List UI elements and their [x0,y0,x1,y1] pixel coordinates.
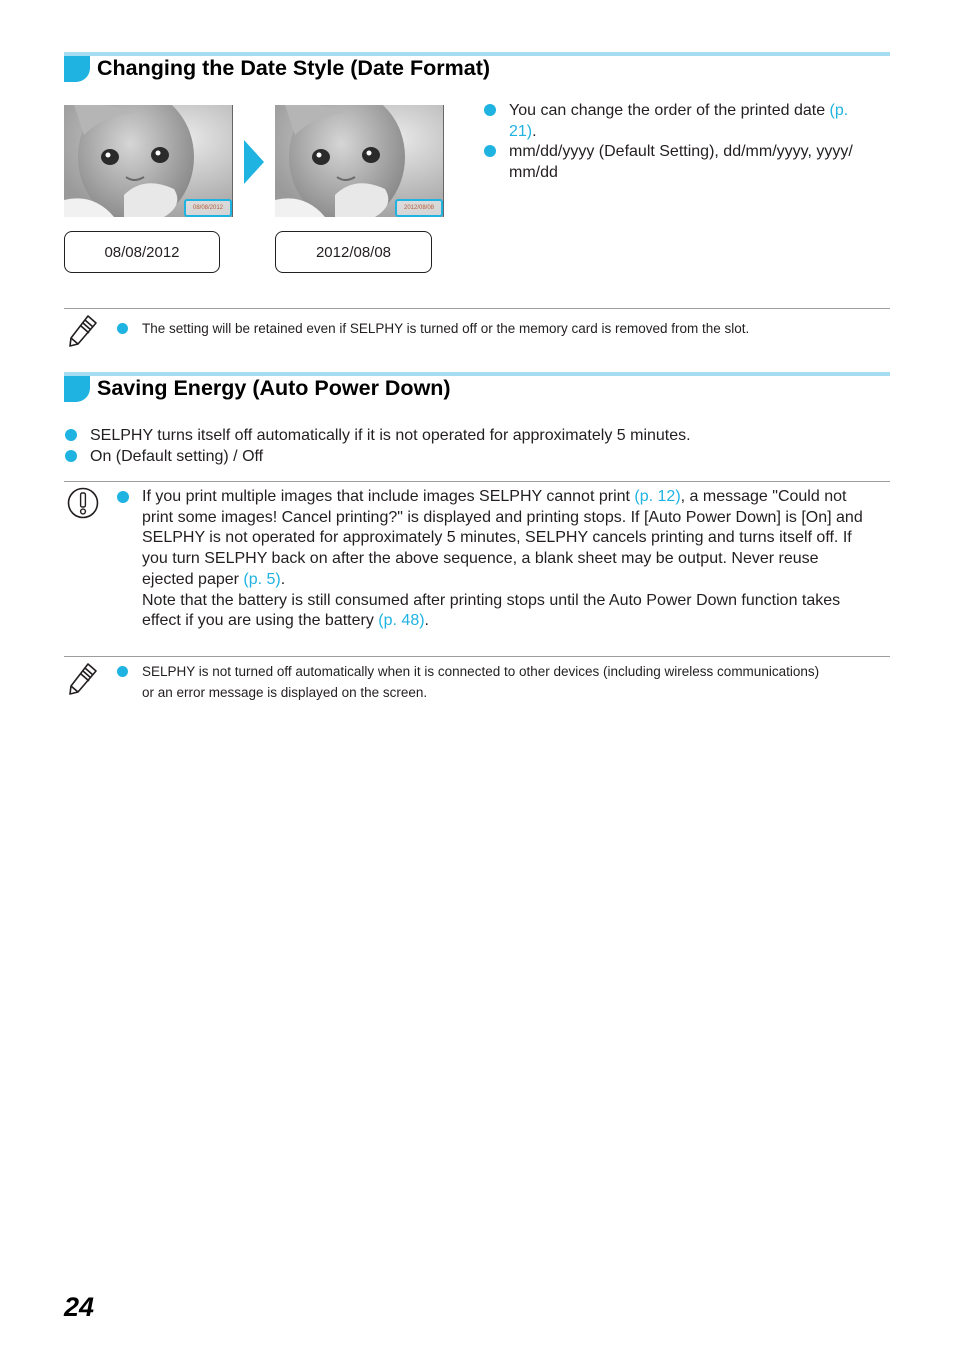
caution-text-a: If you print multiple images that include images SELPHY cannot print [142,488,635,505]
bullet-text-end: . [532,123,537,140]
bullet-dot [484,145,496,157]
bullet-dot [117,491,129,503]
divider [64,656,890,657]
date-stamp-before: 08/08/2012 [184,199,232,217]
divider [64,481,890,482]
bullet-dot [117,323,128,334]
section-title-auto-power-down: Saving Energy (Auto Power Down) [97,376,451,400]
note-not-turned-off: SELPHY is not turned off automatically when it is connected to other devices (including wireless communications) or an error message is displayed on the screen. [142,664,820,700]
caption-after: 2012/08/08 [275,231,432,273]
page-link-p5[interactable]: (p. 5) [243,570,281,588]
section-tab-marker [64,376,90,402]
bullet-dot [484,104,496,116]
date-stamp-after: 2012/08/08 [395,199,443,217]
bullet-dot [65,429,77,441]
baby-photo-before [64,105,233,217]
caution-text [142,487,874,632]
pencil-icon [68,314,98,348]
caution-battery-end: . [424,612,429,630]
section-title-date-format: Changing the Date Style (Date Format) [97,56,491,80]
bullet-on-off: On (Default setting) / Off [90,448,264,465]
caution-battery-text: Note that the battery is still consumed after printing stops until the Auto Power Down function takes effect if you are using the battery [142,591,841,630]
pencil-icon [68,662,98,696]
caution-text-b: , a message "Could not print some images! Cancel printing?" is displayed and printing stops. If [Auto Power Down] is [On] and SELPHY is not operated for approximately 5 minutes, SELPHY cancels printing and turns itself off. If you turn SELPHY back on after the above sequence, a blank sheet may be output. Never reuse ejected paper [142,488,863,588]
page-link-p12[interactable]: (p. 12) [634,488,681,505]
bullet-change-order [509,100,869,142]
baby-photo-after [275,105,444,217]
exclamation-icon [67,487,99,519]
caution-text-c: . [280,570,286,588]
bullet-text: You can change the order of the printed date [509,102,830,119]
arrow-right-icon [244,140,264,184]
page-link-p48[interactable]: (p. 48) [378,612,425,630]
bullet-dot [117,666,128,677]
caption-before: 08/08/2012 [64,231,220,273]
bullet-auto-off: SELPHY turns itself off automatically if it is not operated for approximately 5 minutes. [90,427,691,444]
page-number: 24 [64,1292,95,1322]
bullet-dot [65,450,77,462]
section-tab-marker [64,56,90,82]
bullet-formats: mm/dd/yyyy (Default Setting), dd/mm/yyyy, yyyy/ mm/dd [509,143,853,181]
divider [64,308,890,309]
note-setting-retained: The setting will be retained even if SELPHY is turned off or the memory card is removed from the slot. [142,321,750,336]
page-link-p21[interactable]: (p. 21) [509,102,849,140]
